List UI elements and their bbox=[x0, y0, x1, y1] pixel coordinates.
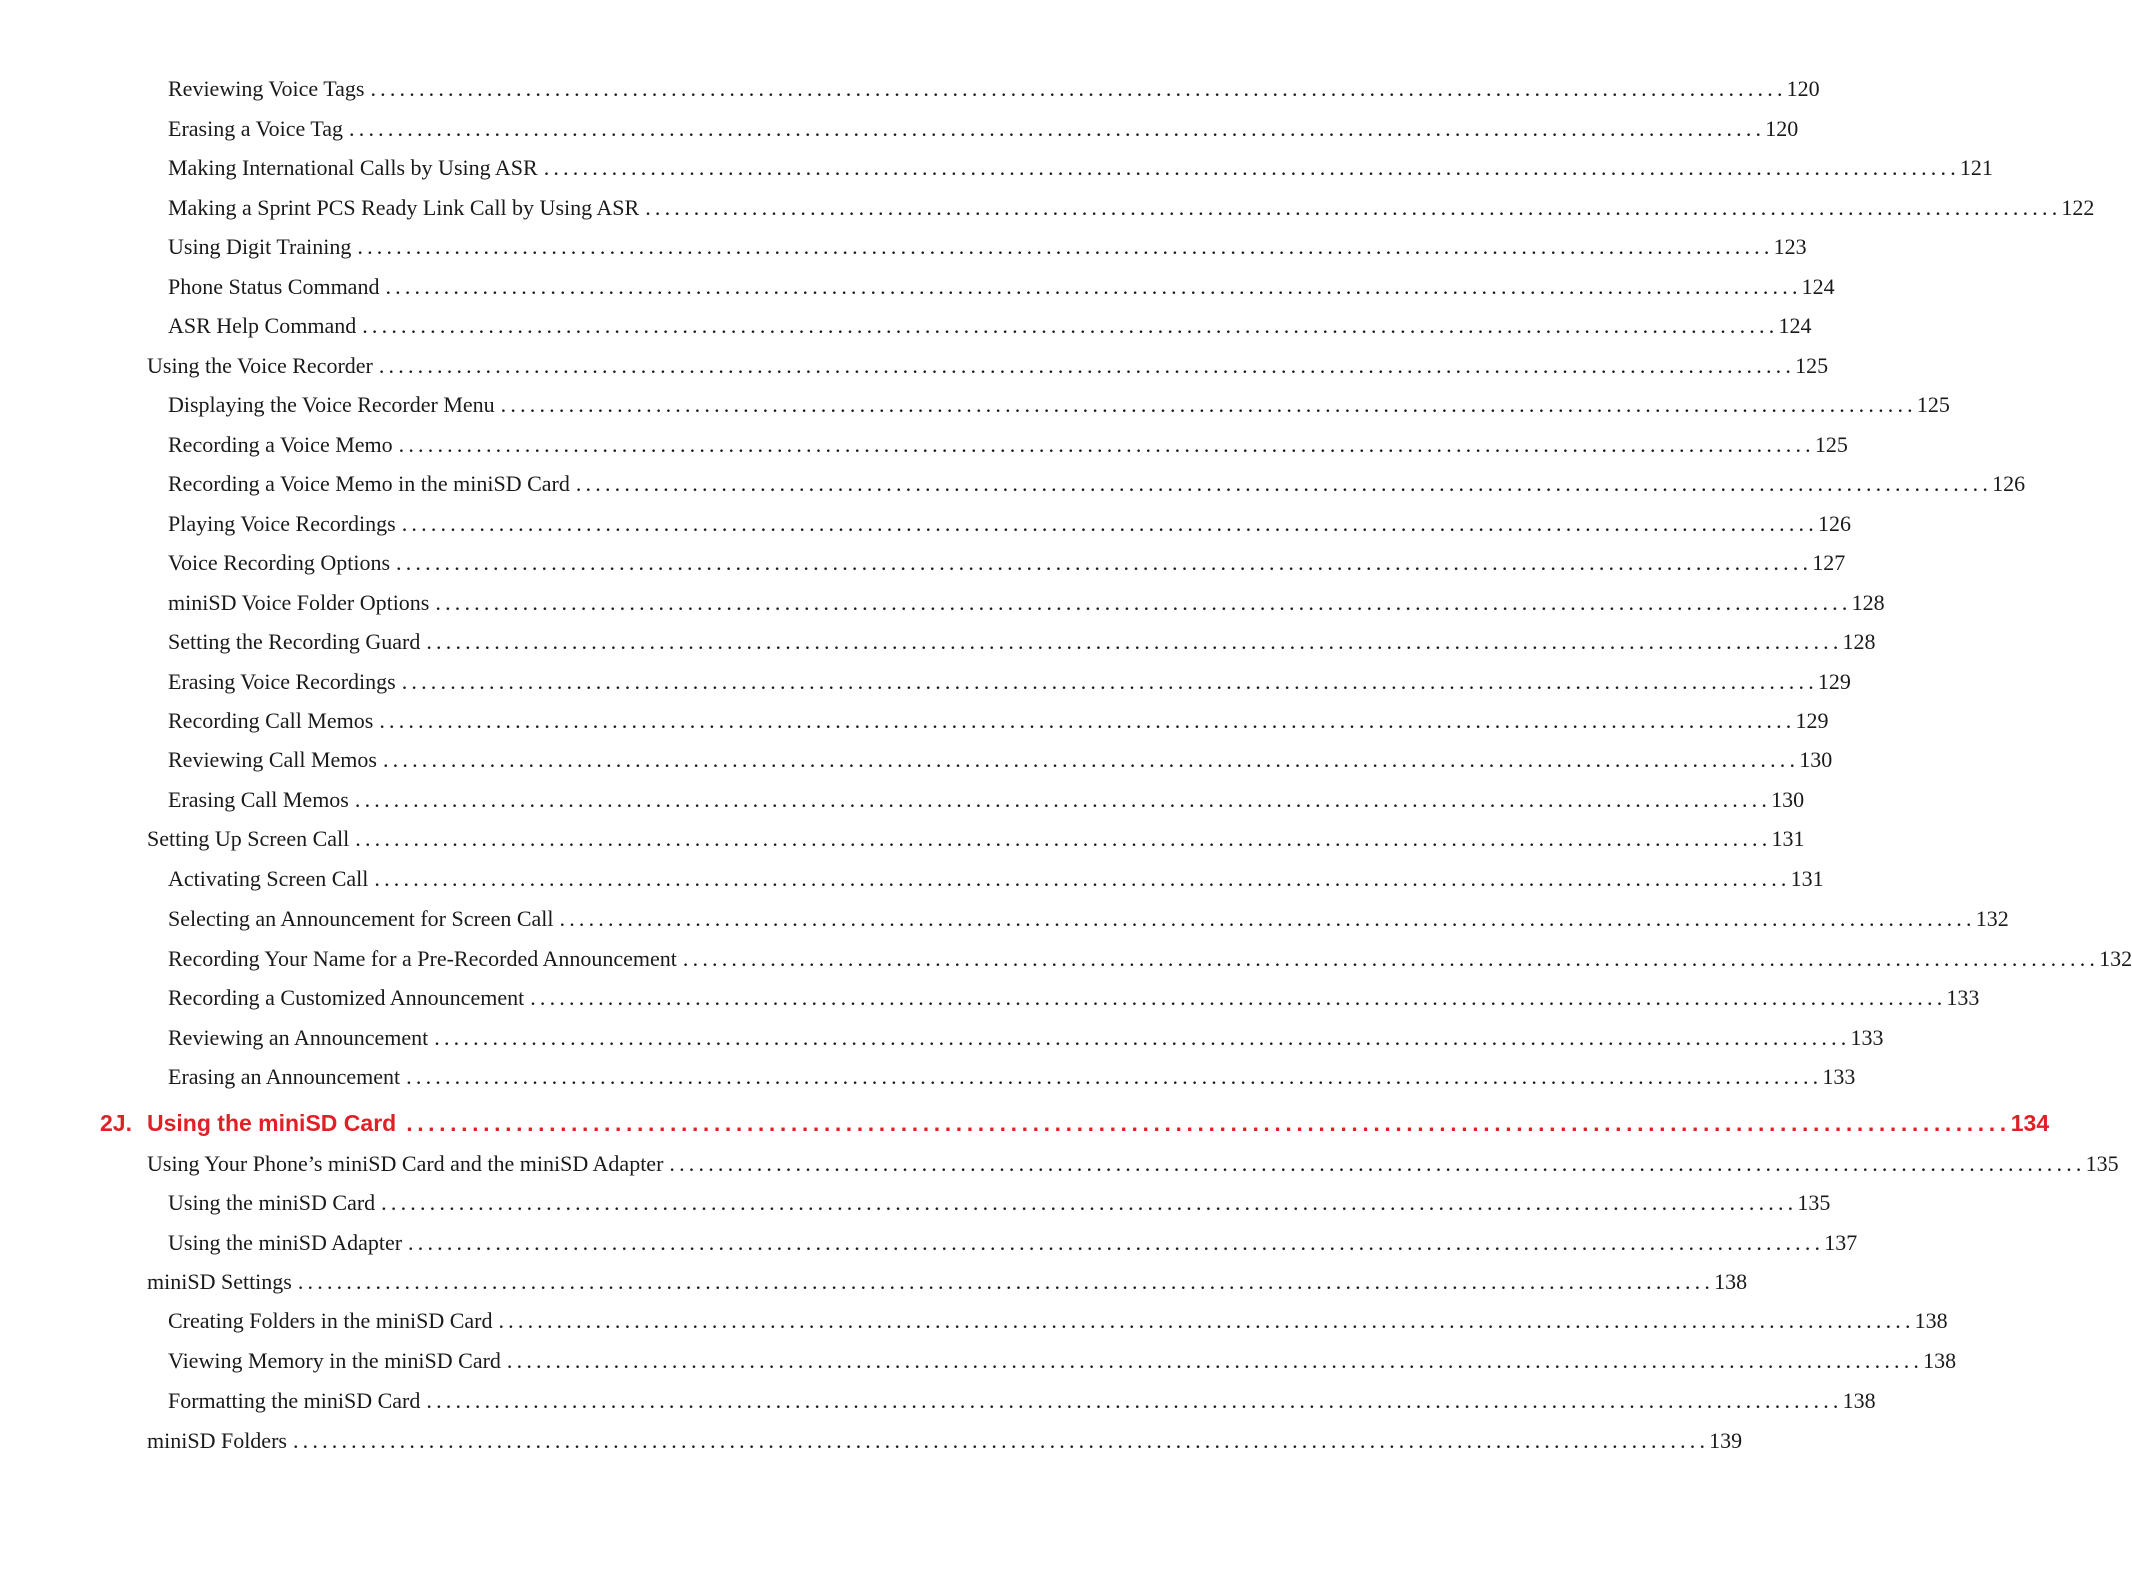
entry-title: Recording a Voice Memo in the miniSD Card bbox=[168, 471, 570, 496]
dot-leader: .................................................................................................................................................. bbox=[426, 1388, 1843, 1413]
toc-subsection-entry[interactable] bbox=[168, 668, 1851, 696]
page-number: 131 bbox=[1790, 866, 1824, 891]
dot-leader: .................................................................................................................................................. bbox=[682, 946, 2100, 971]
entry-title: Using Digit Training bbox=[168, 234, 352, 259]
dot-leader: .................................................................................................................................................. bbox=[396, 550, 1813, 575]
dot-leader: .................................................................................................................................................. bbox=[426, 629, 1843, 654]
dot-leader: .................................................................................................................................................. bbox=[498, 1308, 1915, 1333]
dot-leader: .................................................................................................................................................. bbox=[401, 669, 1818, 694]
toc-section-entry[interactable] bbox=[147, 1268, 1748, 1296]
entry-title: Erasing Voice Recordings bbox=[168, 669, 396, 694]
toc-subsection-entry[interactable] bbox=[168, 154, 1993, 182]
toc-subsection-entry[interactable] bbox=[168, 786, 1805, 814]
toc-subsection-entry[interactable] bbox=[168, 431, 1848, 459]
dot-leader: .................................................................................................................................................. bbox=[362, 313, 1779, 338]
toc-subsection-entry[interactable] bbox=[168, 1189, 1831, 1217]
dot-leader: .................................................................................................................................................. bbox=[385, 274, 1802, 299]
dot-leader: .................................................................................................................................................. bbox=[354, 787, 1772, 812]
page-number: 138 bbox=[1923, 1348, 1957, 1373]
entry-title: Using the Voice Recorder bbox=[147, 353, 373, 378]
toc-subsection-entry[interactable] bbox=[168, 1229, 1858, 1257]
dot-leader: .................................................................................................................................................. bbox=[408, 1230, 1825, 1255]
entry-title: Recording a Customized Announcement bbox=[168, 985, 525, 1010]
dot-leader: .................................................................................................................................................. bbox=[645, 195, 2062, 220]
toc-subsection-entry[interactable] bbox=[168, 75, 1820, 103]
page-number: 129 bbox=[1795, 708, 1829, 733]
toc-subsection-entry[interactable] bbox=[168, 1063, 1856, 1091]
entry-title: Reviewing Call Memos bbox=[168, 747, 377, 772]
entry-title: ASR Help Command bbox=[168, 313, 357, 338]
entry-title: Phone Status Command bbox=[168, 274, 380, 299]
toc-subsection-entry[interactable] bbox=[168, 115, 1799, 143]
toc-subsection-entry[interactable] bbox=[168, 1347, 1957, 1375]
page-number: 138 bbox=[1842, 1388, 1876, 1413]
toc-subsection-entry[interactable] bbox=[168, 194, 2095, 222]
entry-title: Setting Up Screen Call bbox=[147, 826, 350, 851]
dot-leader: .................................................................................................................................................. bbox=[506, 1348, 1924, 1373]
entry-title: Using the miniSD Card bbox=[168, 1190, 376, 1215]
page-number: 124 bbox=[1801, 274, 1835, 299]
entry-title: Recording a Voice Memo bbox=[168, 432, 393, 457]
page-number: 120 bbox=[1765, 116, 1799, 141]
entry-title: Reviewing an Announcement bbox=[168, 1025, 429, 1050]
page-number: 130 bbox=[1771, 787, 1805, 812]
page-number: 138 bbox=[1714, 1269, 1748, 1294]
entry-title: Playing Voice Recordings bbox=[168, 511, 396, 536]
toc-subsection-entry[interactable] bbox=[168, 312, 1812, 340]
toc-subsection-entry[interactable] bbox=[168, 746, 1833, 774]
page-number: 135 bbox=[2085, 1151, 2119, 1176]
dot-leader: .................................................................................................................................................. bbox=[401, 511, 1818, 536]
page-number: 128 bbox=[1851, 590, 1885, 615]
entry-title: Setting the Recording Guard bbox=[168, 629, 421, 654]
page-number: 133 bbox=[1850, 1025, 1884, 1050]
entry-title: Selecting an Announcement for Screen Call bbox=[168, 906, 554, 931]
toc-section-entry[interactable] bbox=[147, 352, 1829, 380]
page-number: 126 bbox=[1817, 511, 1851, 536]
entry-title: Erasing an Announcement bbox=[168, 1064, 401, 1089]
page-number: 137 bbox=[1824, 1230, 1858, 1255]
entry-title: Voice Recording Options bbox=[168, 550, 391, 575]
page-number: 127 bbox=[1812, 550, 1846, 575]
toc-section-entry[interactable] bbox=[147, 1150, 2119, 1178]
page-number: 138 bbox=[1914, 1308, 1948, 1333]
entry-title: miniSD Voice Folder Options bbox=[168, 590, 430, 615]
dot-leader: .................................................................................................................................................. bbox=[374, 866, 1791, 891]
toc-subsection-entry[interactable] bbox=[168, 589, 1885, 617]
entry-title: Recording Your Name for a Pre-Recorded Announcement bbox=[168, 946, 677, 971]
toc-chapter-heading[interactable] bbox=[100, 1108, 2050, 1138]
dot-leader: .................................................................................................................................................. bbox=[297, 1269, 1715, 1294]
entry-title: Recording Call Memos bbox=[168, 708, 374, 733]
dot-leader: .................................................................................................................................................. bbox=[669, 1151, 2086, 1176]
toc-subsection-entry[interactable] bbox=[168, 1307, 1948, 1335]
dot-leader: .................................................................................................................................................. bbox=[357, 234, 1774, 259]
dot-leader: .................................................................................................................................................. bbox=[370, 76, 1787, 101]
page-number: 139 bbox=[1709, 1428, 1743, 1453]
entry-title: miniSD Settings bbox=[147, 1269, 292, 1294]
chapter-title: Using the miniSD Card bbox=[147, 1110, 397, 1136]
page-number: 132 bbox=[2099, 946, 2132, 971]
entry-title: Using Your Phone’s miniSD Card and the miniSD Adapter bbox=[147, 1151, 664, 1176]
entry-title: Viewing Memory in the miniSD Card bbox=[168, 1348, 501, 1373]
page-number: 126 bbox=[1992, 471, 2026, 496]
entry-title: Making a Sprint PCS Ready Link Call by Using ASR bbox=[168, 195, 640, 220]
entry-title: Displaying the Voice Recorder Menu bbox=[168, 392, 495, 417]
dot-leader: .................................................................................................................................................. bbox=[406, 1110, 2011, 1136]
entry-title: Activating Screen Call bbox=[168, 866, 369, 891]
dot-leader: .................................................................................................................................................. bbox=[355, 826, 1772, 851]
dot-leader: .................................................................................................................................................. bbox=[406, 1064, 1823, 1089]
page-number: 120 bbox=[1786, 76, 1820, 101]
toc-subsection-entry[interactable] bbox=[168, 1387, 1876, 1415]
toc-subsection-entry[interactable] bbox=[168, 945, 2132, 973]
entry-title: Creating Folders in the miniSD Card bbox=[168, 1308, 493, 1333]
dot-leader: .................................................................................................................................................. bbox=[379, 708, 1796, 733]
page-number: 125 bbox=[1795, 353, 1829, 378]
toc-subsection-entry[interactable] bbox=[168, 1024, 1884, 1052]
toc-subsection-entry[interactable] bbox=[168, 470, 2026, 498]
page-number: 122 bbox=[2061, 195, 2095, 220]
toc-subsection-entry[interactable] bbox=[168, 391, 1950, 419]
page-number: 131 bbox=[1771, 826, 1805, 851]
page-number: 133 bbox=[1946, 985, 1980, 1010]
page-number: 125 bbox=[1916, 392, 1950, 417]
page-number: 128 bbox=[1842, 629, 1876, 654]
chapter-number: 2J. bbox=[100, 1110, 132, 1136]
page-number: 123 bbox=[1773, 234, 1807, 259]
dot-leader: .................................................................................................................................................. bbox=[434, 1025, 1851, 1050]
dot-leader: .................................................................................................................................................. bbox=[500, 392, 1917, 417]
page-number: 129 bbox=[1817, 669, 1851, 694]
dot-leader: .................................................................................................................................................. bbox=[398, 432, 1815, 457]
entry-title: Reviewing Voice Tags bbox=[168, 76, 365, 101]
page-number: 124 bbox=[1778, 313, 1812, 338]
toc-subsection-entry[interactable] bbox=[168, 233, 1807, 261]
dot-leader: .................................................................................................................................................. bbox=[381, 1190, 1798, 1215]
toc-subsection-entry[interactable] bbox=[168, 628, 1876, 656]
toc-subsection-entry[interactable] bbox=[168, 549, 1846, 577]
toc-subsection-entry[interactable] bbox=[168, 905, 2009, 933]
dot-leader: .................................................................................................................................................. bbox=[378, 353, 1796, 378]
page-number: 134 bbox=[2010, 1110, 2050, 1136]
entry-title: Erasing Call Memos bbox=[168, 787, 349, 812]
dot-leader: .................................................................................................................................................. bbox=[543, 155, 1960, 180]
dot-leader: .................................................................................................................................................. bbox=[559, 906, 1976, 931]
page-number: 132 bbox=[1975, 906, 2009, 931]
toc-subsection-entry[interactable] bbox=[168, 273, 1835, 301]
entry-title: miniSD Folders bbox=[147, 1428, 287, 1453]
toc-subsection-entry[interactable] bbox=[168, 984, 1980, 1012]
toc-subsection-entry[interactable] bbox=[168, 510, 1851, 538]
dot-leader: .................................................................................................................................................. bbox=[292, 1428, 1710, 1453]
dot-leader: .................................................................................................................................................. bbox=[575, 471, 1993, 496]
page-number: 133 bbox=[1822, 1064, 1856, 1089]
page-number: 125 bbox=[1814, 432, 1848, 457]
dot-leader: .................................................................................................................................................. bbox=[349, 116, 1766, 141]
page-number: 135 bbox=[1797, 1190, 1831, 1215]
entry-title: Making International Calls by Using ASR bbox=[168, 155, 538, 180]
dot-leader: .................................................................................................................................................. bbox=[435, 590, 1852, 615]
page-number: 130 bbox=[1799, 747, 1833, 772]
dot-leader: .................................................................................................................................................. bbox=[382, 747, 1800, 772]
toc-subsection-entry[interactable] bbox=[168, 707, 1829, 735]
dot-leader: .................................................................................................................................................. bbox=[530, 985, 1947, 1010]
entry-title: Formatting the miniSD Card bbox=[168, 1388, 421, 1413]
toc-section-entry[interactable] bbox=[147, 1427, 1743, 1455]
page-number: 121 bbox=[1959, 155, 1993, 180]
toc-section-entry[interactable] bbox=[147, 825, 1805, 853]
entry-title: Using the miniSD Adapter bbox=[168, 1230, 403, 1255]
toc-subsection-entry[interactable] bbox=[168, 865, 1824, 893]
entry-title: Erasing a Voice Tag bbox=[168, 116, 344, 141]
